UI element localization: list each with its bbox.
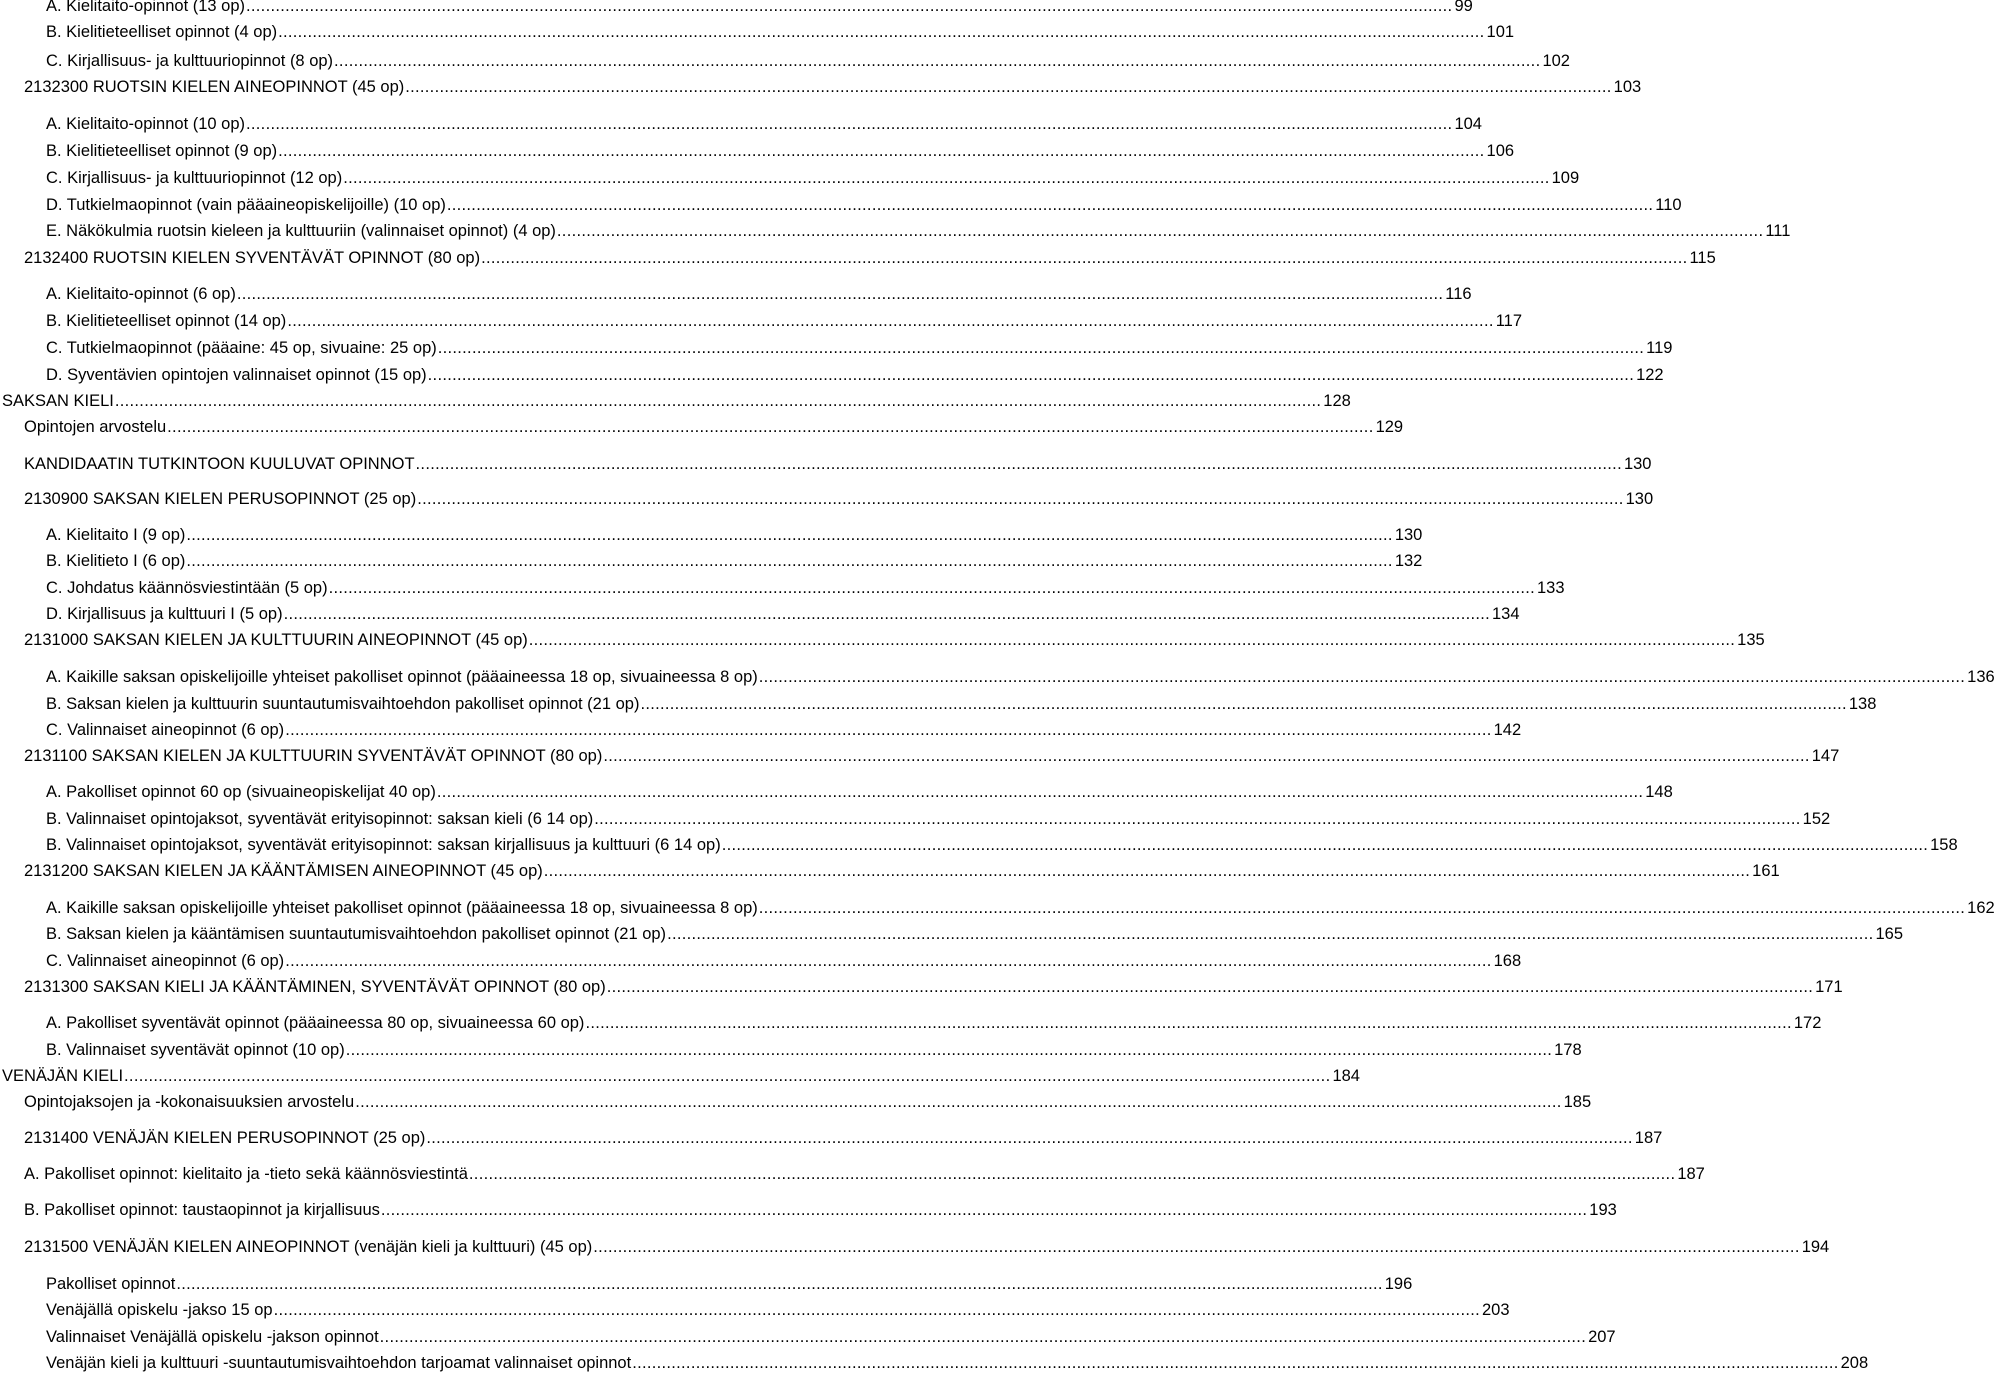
toc-entry[interactable]: [0, 310, 1523, 332]
toc-entry[interactable]: [0, 337, 1673, 359]
toc-entry-title: A. Kielitaito-opinnot (13 op): [46, 0, 246, 15]
toc-entry-page-number: 142: [1493, 721, 1522, 739]
toc-dot-leader: [667, 923, 1873, 945]
toc-entry-page-number: 165: [1875, 925, 1903, 943]
toc-entry-page-number: 187: [1677, 1165, 1705, 1183]
toc-dot-leader: [380, 1326, 1586, 1348]
toc-dot-leader: [640, 693, 1846, 715]
toc-entry-title: C. Kirjallisuus- ja kulttuuriopinnot (8 op): [46, 52, 334, 70]
toc-entry-page-number: 101: [1486, 23, 1515, 41]
toc-dot-leader: [167, 416, 1373, 438]
toc-dot-leader: [285, 950, 1491, 972]
toc-dot-leader: [416, 453, 1622, 475]
toc-entry-title: 2131500 VENÄJÄN KIELEN AINEOPINNOT (venäjän kieli ja kulttuuri) (45 op): [24, 1238, 593, 1256]
toc-dot-leader: [381, 1199, 1587, 1221]
toc-entry-page-number: 208: [1840, 1354, 1869, 1372]
toc-dot-leader: [329, 577, 1535, 599]
toc-dot-leader: [438, 337, 1644, 359]
toc-entry[interactable]: [0, 834, 1958, 856]
toc-entry[interactable]: [0, 897, 1995, 919]
toc-dot-leader: [287, 310, 1493, 332]
toc-entry[interactable]: [0, 781, 1673, 803]
toc-entry[interactable]: [0, 1091, 1592, 1113]
toc-dot-leader: [593, 1236, 1799, 1258]
toc-entry[interactable]: [0, 194, 1682, 216]
toc-entry-title: A. Kielitaito-opinnot (6 op): [46, 285, 236, 303]
toc-entry-title: 2132400 RUOTSIN KIELEN SYVENTÄVÄT OPINNOT (80 op): [24, 249, 481, 267]
toc-dot-leader: [469, 1163, 1675, 1185]
toc-entry-page-number: 138: [1848, 695, 1877, 713]
toc-dot-leader: [124, 1065, 1330, 1087]
toc-entry-page-number: 178: [1554, 1041, 1582, 1059]
toc-entry-title: E. Näkökulmia ruotsin kieleen ja kulttuuriin (valinnaiset opinnot) (4 op): [46, 222, 556, 240]
toc-entry-page-number: 117: [1495, 312, 1523, 330]
toc-entry-title: Opintojen arvostelu: [24, 418, 167, 436]
toc-dot-leader: [278, 140, 1484, 162]
toc-entry-page-number: 116: [1445, 285, 1472, 303]
toc-dot-leader: [544, 860, 1750, 882]
toc-entry-title: B. Kielitieto I (6 op): [46, 552, 186, 570]
toc-entry-page-number: 207: [1588, 1328, 1616, 1346]
toc-entry-page-number: 162: [1967, 899, 1995, 917]
toc-entry-title: A. Kaikille saksan opiskelijoille yhteiset pakolliset opinnot (pääaineessa 18 op, sivuaineessa 8 op): [46, 668, 758, 686]
toc-entry-page-number: 128: [1323, 392, 1351, 410]
toc-entry-title: C. Tutkielmaopinnot (pääaine: 45 op, sivuaine: 25 op): [46, 339, 437, 357]
toc-entry[interactable]: [0, 1273, 1413, 1295]
toc-dot-leader: [529, 629, 1735, 651]
toc-dot-leader: [278, 21, 1484, 43]
toc-dot-leader: [447, 194, 1653, 216]
toc-entry[interactable]: [0, 860, 1780, 882]
toc-entry-title: 2131200 SAKSAN KIELEN JA KÄÄNTÄMISEN AINEOPINNOT (45 op): [24, 862, 543, 880]
toc-entry-title: B. Pakolliset opinnot: taustaopinnot ja kirjallisuus: [24, 1201, 380, 1219]
toc-entry-page-number: 104: [1454, 115, 1482, 133]
toc-entry[interactable]: [0, 745, 1840, 767]
toc-entry-title: 2131300 SAKSAN KIELI JA KÄÄNTÄMINEN, SYVENTÄVÄT OPINNOT (80 op): [24, 978, 606, 996]
toc-entry-title: A. Pakolliset opinnot 60 op (sivuaineopiskelijat 40 op): [46, 783, 436, 801]
toc-dot-leader: [722, 834, 1928, 856]
toc-dot-leader: [481, 247, 1687, 269]
toc-dot-leader: [186, 550, 1392, 572]
toc-entry-page-number: 171: [1815, 978, 1843, 996]
toc-entry[interactable]: [0, 21, 1515, 43]
toc-entry[interactable]: [0, 416, 1404, 438]
toc-entry[interactable]: [0, 1012, 1822, 1034]
toc-entry[interactable]: [0, 1065, 1360, 1087]
toc-entry[interactable]: [0, 76, 1642, 98]
toc-entry-title: 2131000 SAKSAN KIELEN JA KULTTUURIN AINEOPINNOT (45 op): [24, 631, 528, 649]
toc-entry-page-number: 172: [1793, 1014, 1822, 1032]
toc-dot-leader: [176, 1273, 1382, 1295]
toc-dot-leader: [355, 1091, 1561, 1113]
toc-entry-title: 2131400 VENÄJÄN KIELEN PERUSOPINNOT (25 op): [24, 1129, 426, 1147]
toc-entry[interactable]: [0, 488, 1654, 510]
toc-dot-leader: [437, 781, 1643, 803]
toc-entry-page-number: 130: [1623, 455, 1652, 473]
toc-dot-leader: [115, 390, 1321, 412]
toc-entry-page-number: 187: [1634, 1129, 1663, 1147]
toc-entry-page-number: 102: [1542, 52, 1570, 70]
toc-entry-title: 2132300 RUOTSIN KIELEN AINEOPINNOT (45 op): [24, 78, 405, 96]
toc-entry-title: B. Valinnaiset syventävät opinnot (10 op): [46, 1041, 345, 1059]
toc-entry-title: A. Pakolliset opinnot: kielitaito ja -tieto sekä käännösviestintä: [24, 1165, 468, 1183]
toc-entry[interactable]: [0, 1199, 1617, 1221]
toc-entry-page-number: 109: [1551, 169, 1580, 187]
toc-entry-page-number: 135: [1737, 631, 1765, 649]
toc-entry-title: Opintojaksojen ja -kokonaisuuksien arvostelu: [24, 1093, 355, 1111]
toc-entry-title: A. Pakolliset syventävät opinnot (pääaineessa 80 op, sivuaineessa 60 op): [46, 1014, 585, 1032]
toc-dot-leader: [594, 808, 1800, 830]
toc-entry-page-number: 106: [1486, 142, 1515, 160]
toc-entry-title: B. Saksan kielen ja kääntämisen suuntautumisvaihtoehdon pakolliset opinnot (21 op): [46, 925, 667, 943]
toc-entry-page-number: 122: [1636, 366, 1664, 384]
toc-dot-leader: [759, 666, 1965, 688]
toc-dot-leader: [607, 976, 1813, 998]
toc-entry-page-number: 130: [1625, 490, 1654, 508]
toc-entry-page-number: 115: [1689, 249, 1716, 267]
toc-entry-title: B. Kielitieteelliset opinnot (4 op): [46, 23, 278, 41]
toc-entry[interactable]: [0, 524, 1423, 546]
toc-entry-title: D. Kirjallisuus ja kulttuuri I (5 op): [46, 605, 283, 623]
toc-entry[interactable]: [0, 1127, 1663, 1149]
toc-entry-title: D. Syventävien opintojen valinnaiset opinnot (15 op): [46, 366, 427, 384]
toc-entry-page-number: 103: [1613, 78, 1642, 96]
toc-entry[interactable]: [0, 220, 1791, 242]
toc-entry-title: B. Valinnaiset opintojaksot, syventävät erityisopinnot: saksan kieli (6 14 op): [46, 810, 594, 828]
toc-entry-title: B. Kielitieteelliset opinnot (9 op): [46, 142, 278, 160]
toc-entry-page-number: 148: [1645, 783, 1673, 801]
toc-entry[interactable]: [0, 550, 1423, 572]
toc-entry[interactable]: [0, 603, 1520, 625]
toc-entry-page-number: 185: [1563, 1093, 1592, 1111]
toc-entry-page-number: 161: [1752, 862, 1780, 880]
toc-entry[interactable]: [0, 453, 1652, 475]
toc-entry[interactable]: [0, 693, 1877, 715]
toc-entry-title: VENÄJÄN KIELI: [2, 1067, 124, 1085]
toc-entry-page-number: 111: [1765, 222, 1791, 240]
toc-dot-leader: [346, 1039, 1552, 1061]
toc-entry[interactable]: [0, 390, 1351, 412]
toc-entry[interactable]: [0, 719, 1522, 741]
toc-entry-title: Pakolliset opinnot: [46, 1275, 176, 1293]
toc-entry[interactable]: [0, 1326, 1616, 1348]
toc-dot-leader: [246, 0, 1452, 17]
toc-entry[interactable]: [0, 247, 1716, 269]
toc-entry[interactable]: [0, 283, 1472, 305]
toc-dot-leader: [428, 364, 1634, 386]
toc-entry[interactable]: [0, 1352, 1869, 1374]
toc-dot-leader: [405, 76, 1611, 98]
toc-entry-page-number: 134: [1492, 605, 1520, 623]
toc-entry[interactable]: [0, 167, 1580, 189]
toc-entry-title: 2130900 SAKSAN KIELEN PERUSOPINNOT (25 op): [24, 490, 417, 508]
toc-entry-title: C. Valinnaiset aineopinnot (6 op): [46, 952, 285, 970]
toc-dot-leader: [426, 1127, 1632, 1149]
toc-entry[interactable]: [0, 666, 1995, 688]
toc-entry[interactable]: [0, 1039, 1582, 1061]
toc-entry[interactable]: [0, 577, 1565, 599]
toc-entry-page-number: 119: [1646, 339, 1673, 357]
toc-entry-title: Venäjällä opiskelu -jakso 15 op: [46, 1301, 273, 1319]
toc-entry-page-number: 132: [1394, 552, 1423, 570]
toc-entry-title: D. Tutkielmaopinnot (vain pääaineopiskelijoille) (10 op): [46, 196, 446, 214]
toc-entry[interactable]: [0, 140, 1515, 162]
toc-entry[interactable]: [0, 1163, 1705, 1185]
toc-dot-leader: [585, 1012, 1791, 1034]
toc-dot-leader: [557, 220, 1763, 242]
toc-dot-leader: [237, 283, 1443, 305]
toc-entry-page-number: 99: [1454, 0, 1473, 15]
toc-entry-page-number: 129: [1375, 418, 1404, 436]
toc-entry-title: 2131100 SAKSAN KIELEN JA KULTTUURIN SYVENTÄVÄT OPINNOT (80 op): [24, 747, 603, 765]
toc-entry-page-number: 147: [1811, 747, 1840, 765]
toc-entry-page-number: 168: [1493, 952, 1522, 970]
toc-entry-page-number: 130: [1394, 526, 1423, 544]
toc-entry[interactable]: [0, 808, 1831, 830]
toc-entry[interactable]: [0, 950, 1522, 972]
toc-entry-page-number: 203: [1481, 1301, 1510, 1319]
toc-entry-title: C. Johdatus käännösviestintään (5 op): [46, 579, 328, 597]
toc-entry-page-number: 184: [1332, 1067, 1360, 1085]
toc-entry-page-number: 193: [1589, 1201, 1617, 1219]
toc-entry-page-number: 136: [1967, 668, 1995, 686]
toc-entry-page-number: 196: [1384, 1275, 1413, 1293]
toc-entry-title: C. Valinnaiset aineopinnot (6 op): [46, 721, 285, 739]
toc-entry-page-number: 110: [1655, 196, 1682, 214]
toc-entry-title: B. Kielitieteelliset opinnot (14 op): [46, 312, 287, 330]
toc-dot-leader: [284, 603, 1490, 625]
toc-dot-leader: [186, 524, 1392, 546]
toc-entry-title: A. Kaikille saksan opiskelijoille yhteiset pakolliset opinnot (pääaineessa 18 op, sivuaineessa 8 op): [46, 899, 758, 917]
toc-dot-leader: [285, 719, 1491, 741]
toc-entry[interactable]: [0, 976, 1843, 998]
toc-dot-leader: [603, 745, 1809, 767]
toc-entry[interactable]: [0, 364, 1664, 386]
toc-entry-title: Venäjän kieli ja kulttuuri -suuntautumisvaihtoehdon tarjoamat valinnaiset opinnot: [46, 1354, 632, 1372]
toc-entry-title: KANDIDAATIN TUTKINTOON KUULUVAT OPINNOT: [24, 455, 415, 473]
toc-dot-leader: [759, 897, 1965, 919]
toc-dot-leader: [343, 167, 1549, 189]
toc-dot-leader: [417, 488, 1623, 510]
toc-dot-leader: [632, 1352, 1838, 1374]
toc-entry-page-number: 133: [1537, 579, 1565, 597]
toc-entry[interactable]: [0, 1299, 1510, 1321]
toc-entry-title: Valinnaiset Venäjällä opiskelu -jakson opinnot: [46, 1328, 379, 1346]
toc-entry-page-number: 152: [1802, 810, 1831, 828]
toc-entry-title: A. Kielitaito-opinnot (10 op): [46, 115, 246, 133]
toc-entry-title: A. Kielitaito I (9 op): [46, 526, 186, 544]
toc-entry[interactable]: [0, 923, 1903, 945]
toc-dot-leader: [334, 50, 1540, 72]
toc-entry-title: SAKSAN KIELI: [2, 392, 114, 410]
toc-entry-page-number: 194: [1801, 1238, 1830, 1256]
toc-entry[interactable]: [0, 50, 1570, 72]
toc-entry[interactable]: [0, 0, 1473, 17]
toc-entry[interactable]: [0, 1236, 1830, 1258]
toc-entry-title: C. Kirjallisuus- ja kulttuuriopinnot (12 op): [46, 169, 343, 187]
toc-entry[interactable]: [0, 113, 1482, 135]
toc-dot-leader: [274, 1299, 1480, 1321]
toc-entry[interactable]: [0, 629, 1765, 651]
toc-entry-page-number: 158: [1930, 836, 1958, 854]
toc-entry-title: B. Valinnaiset opintojaksot, syventävät erityisopinnot: saksan kirjallisuus ja kulttuuri (6 14 op): [46, 836, 721, 854]
toc-entry-title: B. Saksan kielen ja kulttuurin suuntautumisvaihtoehdon pakolliset opinnot (21 op): [46, 695, 640, 713]
toc-dot-leader: [246, 113, 1452, 135]
